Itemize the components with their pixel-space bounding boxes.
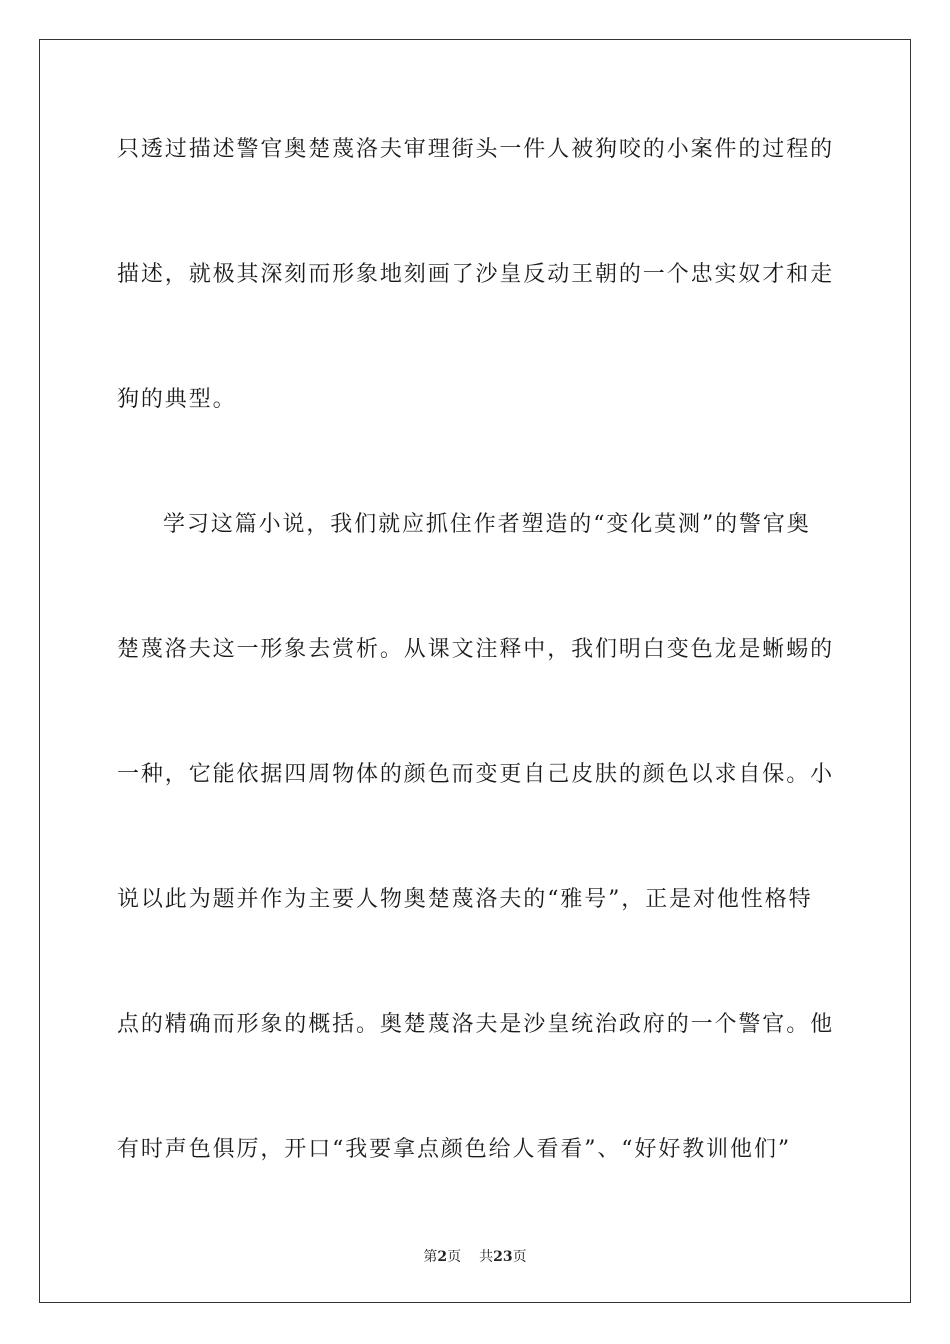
body-text-line-5: 楚蔑洛夫这一形象去赏析。从课文注释中，我们明白变色龙是蜥蜴的 <box>117 637 835 662</box>
body-text-line-9: 有时声色俱厉，开口“我要拿点颜色给人看看”、“好好教训他们” <box>117 1137 791 1162</box>
page-number: 2 <box>437 1249 448 1265</box>
body-text-line-3: 狗的典型。 <box>117 387 237 412</box>
page-number-suffix: 页 <box>447 1249 462 1265</box>
total-pages: 23 <box>493 1249 513 1265</box>
body-text-line-1: 只透过描述警官奥楚蔑洛夫审理街头一件人被狗咬的小案件的过程的 <box>117 137 835 162</box>
total-pages-prefix: 共 <box>479 1249 494 1265</box>
page-number-prefix: 第 <box>423 1249 438 1265</box>
body-text-line-2: 描述，就极其深刻而形象地刻画了沙皇反动王朝的一个忠实奴才和走 <box>117 262 835 287</box>
page-border <box>39 39 911 1303</box>
total-pages-suffix: 页 <box>512 1249 527 1265</box>
body-text-line-6: 一种，它能依据四周物体的颜色而变更自己皮肤的颜色以求自保。小 <box>117 762 835 787</box>
body-text-line-4: 学习这篇小说，我们就应抓住作者塑造的“变化莫测”的警官奥 <box>163 512 811 537</box>
body-text-line-8: 点的精确而形象的概括。奥楚蔑洛夫是沙皇统治政府的一个警官。他 <box>117 1012 835 1037</box>
body-text-line-7: 说以此为题并作为主要人物奥楚蔑洛夫的“雅号”，正是对他性格特 <box>117 887 813 912</box>
page-footer <box>0 1248 950 1266</box>
